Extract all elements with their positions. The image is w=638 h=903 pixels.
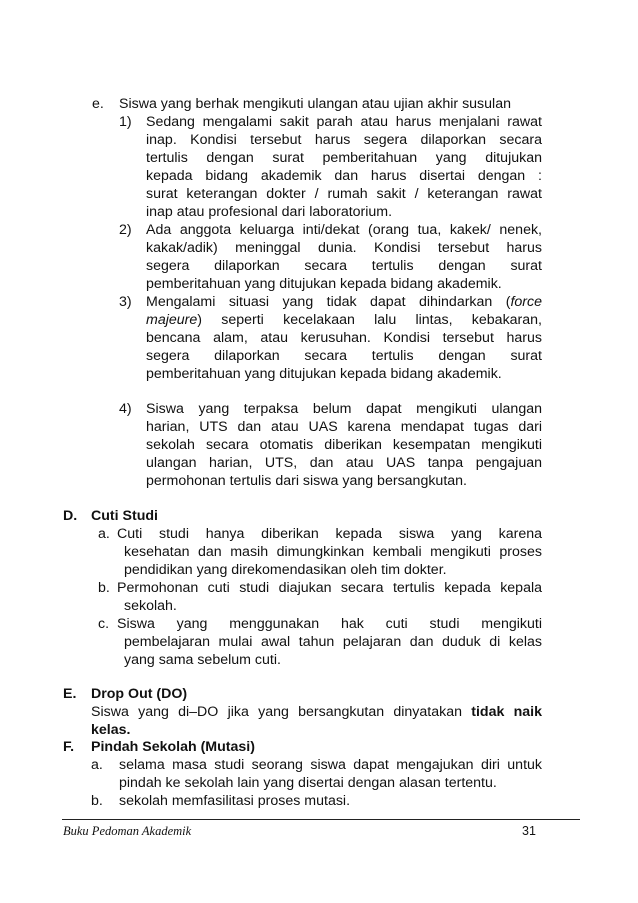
sub-item-4-line: ulangan harian, UTS, dan atau UAS tanpa pengajuan — [146, 455, 542, 471]
section-f-item-letter: a. — [91, 757, 103, 773]
footer-book-title: Buku Pedoman Akademik — [63, 824, 192, 838]
item-e-text: Siswa yang berhak mengikuti ulangan atau ujian akhir susulan — [119, 96, 511, 112]
section-d-item-b-line: sekolah. — [124, 598, 177, 614]
sub-item-number: 3) — [119, 294, 132, 310]
sub-item-1-line: inap atau profesional dari laboratorium. — [146, 204, 393, 220]
section-e-text-line: kelas. — [91, 722, 131, 738]
section-d-item-a-line: pendidikan yang direkomendasikan oleh tim dokter. — [124, 562, 447, 578]
footer-rule — [62, 819, 580, 820]
sub-item-number: 1) — [119, 114, 132, 130]
sub-item-4-line: harian, UTS dan atau UAS karena mendapat tugas dari — [146, 419, 542, 435]
sub-item-2-line: kakak/adik) meninggal dunia. Kondisi tersebut harus — [146, 240, 542, 256]
sub-item-1-line: tertulis dengan surat pemberitahuan yang ditujukan — [146, 150, 542, 166]
sub-item-number: 2) — [119, 222, 132, 238]
page-number: 31 — [522, 824, 536, 838]
section-f-label: F. — [63, 739, 75, 755]
section-d-label: D. — [63, 508, 78, 524]
sub-item-4-line: sekolah secara otomatis diberikan kesempatan mengikuti — [146, 437, 542, 453]
section-d-item-a-line: kesehatan dan masih dimungkinkan kembali mengikuti proses — [124, 544, 542, 560]
sub-item-2-line: pemberitahuan yang ditujukan kepada bidang akademik. — [146, 276, 502, 292]
section-f-title: Pindah Sekolah (Mutasi) — [91, 739, 255, 755]
sub-item-1-line: kepada bidang akademik dan harus disertai dengan : — [146, 168, 542, 184]
section-d-item-letter: a. — [98, 526, 110, 542]
sub-item-4-line: Siswa yang terpaksa belum dapat mengikuti ulangan — [146, 401, 542, 417]
sub-item-1-line: inap. Kondisi tersebut harus segera dilaporkan secara — [146, 132, 542, 148]
item-e-label: e. — [92, 96, 104, 112]
section-d-item-c-line: Siswa yang menggunakan hak cuti studi mengikuti — [117, 616, 542, 632]
sub-item-1-line: surat keterangan dokter / rumah sakit / keterangan rawat — [146, 186, 542, 202]
section-e-label: E. — [63, 686, 77, 702]
sub-item-3-line: majeure) seperti kecelakaan lalu lintas, kebakaran, — [146, 312, 542, 328]
sub-item-3-line: segera dilaporkan secara tertulis dengan surat — [146, 348, 542, 364]
section-d-item-c-line: pembelajaran mulai awal tahun pelajaran dan duduk di kelas — [124, 634, 542, 650]
sub-item-2-line: segera dilaporkan secara tertulis dengan surat — [146, 258, 542, 274]
section-f-item-a-line: pindah ke sekolah lain yang disertai dengan alasan tertentu. — [119, 775, 497, 791]
section-d-title: Cuti Studi — [91, 508, 158, 524]
sub-item-3-line: Mengalami situasi yang tidak dapat dihindarkan (force — [146, 294, 542, 310]
section-d-item-c-line: yang sama sebelum cuti. — [124, 652, 281, 668]
section-e-text-line: Siswa yang di–DO jika yang bersangkutan dinyatakan tidak naik — [91, 704, 542, 720]
section-d-item-letter: b. — [98, 580, 110, 596]
section-e-title: Drop Out (DO) — [91, 686, 188, 702]
section-d-item-letter: c. — [98, 616, 110, 632]
section-f-item-b-line: sekolah memfasilitasi proses mutasi. — [119, 793, 351, 809]
sub-item-2-line: Ada anggota keluarga inti/dekat (orang tua, kakek/ nenek, — [146, 222, 542, 238]
sub-item-3-line: pemberitahuan yang ditujukan kepada bidang akademik. — [146, 366, 502, 382]
section-d-item-b-line: Permohonan cuti studi diajukan secara tertulis kepada kepala — [117, 580, 542, 596]
sub-item-3-line: bencana alam, atau kerusuhan. Kondisi tersebut harus — [146, 330, 542, 346]
sub-item-number: 4) — [119, 401, 132, 417]
section-d-item-a-line: Cuti studi hanya diberikan kepada siswa yang karena — [117, 526, 542, 542]
section-f-item-letter: b. — [91, 793, 103, 809]
section-f-item-a-line: selama masa studi seorang siswa dapat mengajukan diri untuk — [119, 757, 542, 773]
sub-item-4-line: permohonan tertulis dari siswa yang bersangkutan. — [146, 473, 467, 489]
sub-item-1-line: Sedang mengalami sakit parah atau harus menjalani rawat — [146, 114, 542, 130]
